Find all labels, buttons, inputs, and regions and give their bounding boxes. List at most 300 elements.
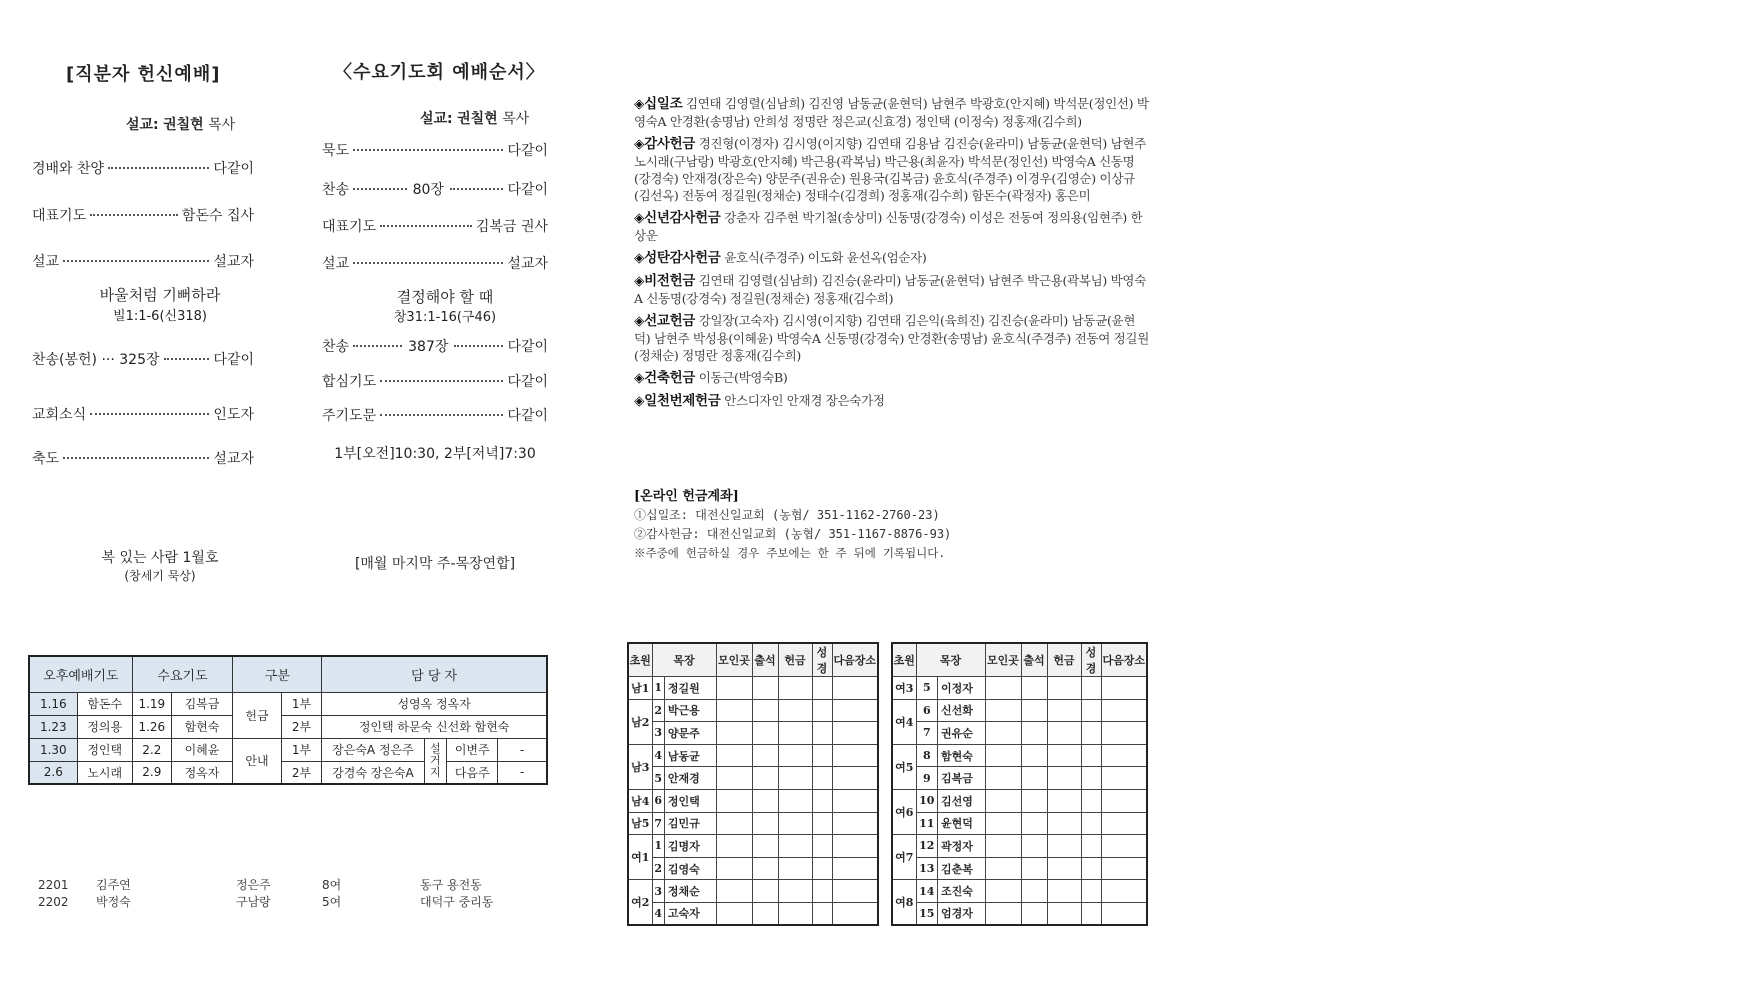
header-cell: 모인곳: [985, 643, 1021, 677]
member-list-cell: 5여: [322, 895, 342, 909]
empty-entry-cell[interactable]: [832, 789, 878, 812]
group-cell: 여7: [892, 835, 916, 880]
left-sermon-title: 바울처럼 기뻐하라: [99, 286, 221, 304]
leader-dots: [63, 260, 209, 262]
empty-entry-cell[interactable]: [1047, 699, 1081, 722]
empty-entry-cell[interactable]: [778, 699, 812, 722]
order-item-label: 찬송: [322, 339, 350, 355]
empty-entry-cell[interactable]: [778, 789, 812, 812]
header-cell: 출석: [752, 643, 778, 677]
empty-entry-cell[interactable]: [716, 789, 752, 812]
date-cell: 2.2: [132, 738, 171, 761]
blessed-title: 복 있는 사람 1월호: [101, 550, 219, 566]
group-cell: 남1: [628, 677, 652, 700]
order-item: [32, 404, 254, 424]
member-list-cell: 김주연: [96, 878, 131, 892]
account-tithe: ①십일조: 대전신일교회 (농협/ 351-1162-2760-23): [634, 508, 940, 522]
leader-cell: 권유순: [938, 722, 985, 745]
attendance-row: [628, 902, 878, 925]
order-item-person: 다같이: [213, 352, 254, 368]
attendance-header-row: [628, 643, 878, 677]
empty-entry-cell[interactable]: [832, 767, 878, 790]
dishwashing-name: 다음주: [447, 761, 498, 784]
table-row: [29, 761, 547, 784]
empty-entry-cell[interactable]: [752, 880, 778, 903]
empty-entry-cell[interactable]: [752, 902, 778, 925]
empty-entry-cell[interactable]: [752, 767, 778, 790]
member-list-cell: 동구 용전동: [420, 878, 482, 892]
empty-entry-cell[interactable]: [1047, 744, 1081, 767]
offering-type: ◈십일조: [634, 96, 683, 112]
order-item-person: 설교자: [213, 451, 254, 467]
empty-entry-cell[interactable]: [1101, 722, 1147, 745]
order-item-person: 다같이: [213, 161, 254, 177]
header-cell: 성경: [1081, 643, 1101, 677]
order-item-person: 설교자: [213, 254, 254, 270]
group-cell: 남4: [628, 789, 652, 812]
member-list-cell: 대덕구 중리동: [420, 895, 494, 909]
offering-entry: [634, 392, 1149, 410]
empty-entry-cell[interactable]: [1021, 699, 1047, 722]
empty-entry-cell[interactable]: [1047, 767, 1081, 790]
empty-entry-cell[interactable]: [1047, 677, 1081, 700]
empty-entry-cell[interactable]: [1101, 789, 1147, 812]
empty-entry-cell[interactable]: [832, 677, 878, 700]
empty-entry-cell[interactable]: [832, 857, 878, 880]
member-list-cell: 2201: [38, 878, 69, 892]
header-cell: 다음장소: [832, 643, 878, 677]
duty-cell: 강경숙 장은숙A: [322, 761, 424, 784]
empty-entry-cell[interactable]: [832, 699, 878, 722]
order-item: [32, 251, 254, 271]
leader-cell: 신선화: [938, 699, 985, 722]
middle-sermon-ref: 창31:1-16(구46): [393, 310, 497, 325]
empty-entry-cell[interactable]: [778, 744, 812, 767]
order-item: [322, 179, 548, 199]
empty-entry-cell[interactable]: [1101, 677, 1147, 700]
empty-entry-cell[interactable]: [1047, 835, 1081, 858]
attendance-row: [628, 835, 878, 858]
attendance-row: [892, 857, 1147, 880]
empty-entry-cell[interactable]: [778, 812, 812, 835]
empty-entry-cell[interactable]: [1047, 722, 1081, 745]
offering-entry: [634, 249, 1149, 267]
number-cell: 1: [652, 835, 664, 858]
order-item-label: 대표기도: [322, 219, 377, 235]
empty-entry-cell[interactable]: [812, 812, 832, 835]
empty-entry-cell[interactable]: [1101, 857, 1147, 880]
empty-entry-cell[interactable]: [1081, 677, 1101, 700]
part-cell: 2부: [281, 761, 321, 784]
empty-entry-cell[interactable]: [1081, 699, 1101, 722]
empty-entry-cell[interactable]: [1081, 744, 1101, 767]
order-item-label: 주기도문: [322, 408, 377, 424]
leader-cell: 남동균: [664, 744, 716, 767]
header-wednesday-prayer: 수요기도: [132, 656, 232, 692]
offering-type: ◈감사헌금: [634, 136, 696, 152]
duty-cell: 장은숙A 정은주: [322, 738, 424, 761]
empty-entry-cell[interactable]: [778, 767, 812, 790]
empty-entry-cell[interactable]: [1081, 857, 1101, 880]
empty-entry-cell[interactable]: [1021, 722, 1047, 745]
account-thanks: ②감사헌금: 대전신일교회 (농협/ 351-1167-8876-93): [634, 527, 952, 541]
attendance-row: [628, 677, 878, 700]
empty-entry-cell[interactable]: [778, 677, 812, 700]
number-cell: 12: [916, 835, 938, 858]
empty-entry-cell[interactable]: [1101, 835, 1147, 858]
empty-entry-cell[interactable]: [752, 677, 778, 700]
offering-type: ◈선교헌금: [634, 313, 696, 329]
group-cell: 여5: [892, 744, 916, 789]
dishwashing-value: -: [498, 738, 547, 761]
member-list-cell: 구남랑: [236, 895, 271, 909]
attendance-row: [892, 677, 1147, 700]
leader-dots: [454, 345, 503, 347]
empty-entry-cell[interactable]: [985, 767, 1021, 790]
empty-entry-cell[interactable]: [812, 677, 832, 700]
number-cell: 3: [652, 880, 664, 903]
order-item-label: 설교: [32, 254, 60, 270]
member-list-cell: 정은주: [236, 878, 271, 892]
empty-entry-cell[interactable]: [778, 857, 812, 880]
name-cell: 정옥자: [171, 761, 232, 784]
empty-entry-cell[interactable]: [1101, 744, 1147, 767]
empty-entry-cell[interactable]: [812, 835, 832, 858]
empty-entry-cell[interactable]: [1021, 767, 1047, 790]
empty-entry-cell[interactable]: [985, 789, 1021, 812]
duty-cell: 정인택 하문숙 신선화 함현숙: [322, 715, 547, 738]
empty-entry-cell[interactable]: [985, 835, 1021, 858]
empty-entry-cell[interactable]: [1081, 902, 1101, 925]
attendance-row: [892, 767, 1147, 790]
order-item: [322, 336, 548, 356]
leader-cell: 김춘복: [938, 857, 985, 880]
date-cell: 1.19: [132, 692, 171, 715]
empty-entry-cell[interactable]: [1081, 880, 1101, 903]
leader-cell: 김복금: [938, 767, 985, 790]
attendance-row: [628, 767, 878, 790]
empty-entry-cell[interactable]: [1021, 812, 1047, 835]
empty-entry-cell[interactable]: [716, 699, 752, 722]
middle-preacher: [420, 108, 529, 128]
leader-dots: [90, 214, 178, 216]
order-item-hymn: 80장: [412, 182, 444, 198]
number-cell: 15: [916, 902, 938, 925]
leader-dots: [380, 380, 503, 382]
empty-entry-cell[interactable]: [778, 722, 812, 745]
part-cell: 2부: [281, 715, 321, 738]
empty-entry-cell[interactable]: [778, 835, 812, 858]
empty-entry-cell[interactable]: [752, 789, 778, 812]
offering-entry: [634, 369, 1149, 387]
leader-cell: 김영숙: [664, 857, 716, 880]
date-cell: 2.6: [29, 761, 77, 784]
empty-entry-cell[interactable]: [812, 699, 832, 722]
attendance-row: [628, 857, 878, 880]
leader-dots: [353, 149, 503, 151]
header-cell: 목장: [916, 643, 985, 677]
empty-entry-cell[interactable]: [752, 857, 778, 880]
group-cell: 남3: [628, 744, 652, 789]
leader-cell: 김민규: [664, 812, 716, 835]
empty-entry-cell[interactable]: [716, 902, 752, 925]
order-item-label: 대표기도: [32, 208, 87, 224]
empty-entry-cell[interactable]: [985, 722, 1021, 745]
offering-entry: [634, 272, 1149, 307]
part-cell: 1부: [281, 692, 321, 715]
attendance-table-right: [891, 642, 1148, 926]
empty-entry-cell[interactable]: [812, 857, 832, 880]
empty-entry-cell[interactable]: [812, 744, 832, 767]
attendance-row: [892, 722, 1147, 745]
table-row: [29, 738, 547, 761]
account-note: ※주중에 헌금하실 경우 주보에는 한 주 뒤에 기록됩니다.: [634, 546, 946, 560]
offering-names: 강춘자 김주현 박기철(송상미) 신동명(강경숙) 이성은 전동여 정의용(임현주) 한상운: [634, 210, 1143, 243]
date-cell: 1.30: [29, 738, 77, 761]
date-cell: 2.9: [132, 761, 171, 784]
empty-entry-cell[interactable]: [1081, 789, 1101, 812]
group-cell: 여8: [892, 880, 916, 925]
leader-cell: 정채순: [664, 880, 716, 903]
number-cell: 4: [652, 744, 664, 767]
order-item-label: 묵도: [322, 143, 350, 159]
account-title: [온라인 헌금계좌]: [634, 489, 739, 504]
table-row: [29, 715, 547, 738]
member-list-cell: 박정숙: [96, 895, 131, 909]
group-offering: 헌금: [233, 692, 282, 738]
empty-entry-cell[interactable]: [1021, 744, 1047, 767]
name-cell: 함돈수: [77, 692, 132, 715]
leader-cell: 김명자: [664, 835, 716, 858]
offering-type: ◈건축헌금: [634, 370, 696, 386]
attendance-row: [892, 880, 1147, 903]
offering-entry: [634, 95, 1149, 130]
attendance-row: [628, 722, 878, 745]
empty-entry-cell[interactable]: [778, 902, 812, 925]
order-item-person: 인도자: [213, 407, 254, 423]
attendance-row: [892, 744, 1147, 767]
header-cell: 초원: [628, 643, 652, 677]
dishwashing-label: 설거지: [424, 738, 447, 784]
empty-entry-cell[interactable]: [1081, 812, 1101, 835]
header-cell: 초원: [892, 643, 916, 677]
offering-type: ◈성탄감사헌금: [634, 250, 721, 266]
attendance-row: [892, 789, 1147, 812]
leader-cell: 함현숙: [938, 744, 985, 767]
empty-entry-cell[interactable]: [752, 835, 778, 858]
empty-entry-cell[interactable]: [832, 880, 878, 903]
service-times: 1부[오전]10:30, 2부[저녁]7:30: [334, 446, 536, 462]
offering-type: ◈신년감사헌금: [634, 210, 721, 226]
name-cell: 함현숙: [171, 715, 232, 738]
dishwashing-name: 이변주: [447, 738, 498, 761]
empty-entry-cell[interactable]: [716, 767, 752, 790]
middle-title: 〈수요기도회 예배순서〉: [334, 62, 545, 83]
order-item-person: 김복금 권사: [475, 219, 548, 235]
header-category: 구분: [233, 656, 322, 692]
empty-entry-cell[interactable]: [1101, 812, 1147, 835]
empty-entry-cell[interactable]: [716, 835, 752, 858]
empty-entry-cell[interactable]: [1081, 835, 1101, 858]
name-cell: 이혜윤: [171, 738, 232, 761]
empty-entry-cell[interactable]: [752, 722, 778, 745]
empty-entry-cell[interactable]: [716, 722, 752, 745]
order-item: [322, 371, 548, 391]
left-sermon-ref: 빌1:1-6(신318): [113, 309, 207, 324]
number-cell: 13: [916, 857, 938, 880]
empty-entry-cell[interactable]: [1021, 835, 1047, 858]
empty-entry-cell[interactable]: [1047, 880, 1081, 903]
empty-entry-cell[interactable]: [716, 857, 752, 880]
leader-dots: [63, 457, 209, 459]
order-item-label: 설교: [322, 256, 350, 272]
group-cell: 여6: [892, 789, 916, 834]
preacher-name: 권칠현: [163, 117, 204, 133]
order-item-person: 설교자: [507, 256, 548, 272]
empty-entry-cell[interactable]: [752, 812, 778, 835]
empty-entry-cell[interactable]: [1101, 767, 1147, 790]
empty-entry-cell[interactable]: [1101, 880, 1147, 903]
attendance-row: [892, 902, 1147, 925]
monthly-note: [매월 마지막 주-목장연합]: [354, 556, 516, 572]
preacher-title: 목사: [502, 111, 530, 127]
empty-entry-cell[interactable]: [812, 902, 832, 925]
empty-entry-cell[interactable]: [1021, 857, 1047, 880]
attendance-row: [892, 835, 1147, 858]
number-cell: 3: [652, 722, 664, 745]
blessed-sub: (창세기 묵상): [124, 569, 196, 583]
member-list-cell: 2202: [38, 895, 69, 909]
attendance-row: [628, 812, 878, 835]
empty-entry-cell[interactable]: [832, 902, 878, 925]
number-cell: 9: [916, 767, 938, 790]
header-cell: 모인곳: [716, 643, 752, 677]
empty-entry-cell[interactable]: [1021, 880, 1047, 903]
attendance-row: [892, 699, 1147, 722]
group-cell: 여4: [892, 699, 916, 744]
group-usher: 안내: [233, 738, 282, 784]
number-cell: 5: [652, 767, 664, 790]
group-cell: 여2: [628, 880, 652, 925]
number-cell: 14: [916, 880, 938, 903]
attendance-row: [628, 789, 878, 812]
attendance-row: [892, 812, 1147, 835]
empty-entry-cell[interactable]: [832, 835, 878, 858]
empty-entry-cell[interactable]: [812, 722, 832, 745]
number-cell: 6: [652, 789, 664, 812]
empty-entry-cell[interactable]: [985, 812, 1021, 835]
empty-entry-cell[interactable]: [1047, 857, 1081, 880]
leader-cell: 엄경자: [938, 902, 985, 925]
leader-cell: 고숙자: [664, 902, 716, 925]
order-item-label: 축도: [32, 451, 60, 467]
empty-entry-cell[interactable]: [716, 812, 752, 835]
empty-entry-cell[interactable]: [832, 722, 878, 745]
empty-entry-cell[interactable]: [812, 880, 832, 903]
leader-cell: 곽정자: [938, 835, 985, 858]
attendance-row: [628, 880, 878, 903]
empty-entry-cell[interactable]: [812, 789, 832, 812]
empty-entry-cell[interactable]: [1101, 902, 1147, 925]
offering-names: 이동근(박영숙B): [698, 370, 788, 385]
empty-entry-cell[interactable]: [1047, 789, 1081, 812]
left-preacher: [126, 114, 235, 134]
empty-entry-cell[interactable]: [832, 744, 878, 767]
empty-entry-cell[interactable]: [985, 699, 1021, 722]
empty-entry-cell[interactable]: [812, 767, 832, 790]
date-cell: 1.26: [132, 715, 171, 738]
empty-entry-cell[interactable]: [716, 677, 752, 700]
empty-entry-cell[interactable]: [778, 880, 812, 903]
order-item: [32, 349, 254, 369]
empty-entry-cell[interactable]: [716, 880, 752, 903]
offering-entry: [634, 209, 1149, 244]
group-cell: 남2: [628, 699, 652, 744]
order-item: [322, 216, 548, 236]
leader-dots: [353, 188, 407, 190]
empty-entry-cell[interactable]: [985, 677, 1021, 700]
number-cell: 5: [916, 677, 938, 700]
order-item-hymn: 387장: [408, 339, 449, 355]
group-cell: 여3: [892, 677, 916, 700]
leader-dots: [380, 414, 503, 416]
part-cell: 1부: [281, 738, 321, 761]
leader-dots: [380, 225, 472, 227]
leader-cell: 박근용: [664, 699, 716, 722]
order-item-label: 교회소식: [32, 407, 87, 423]
header-cell: 다음장소: [1101, 643, 1147, 677]
empty-entry-cell[interactable]: [752, 699, 778, 722]
group-cell: 여1: [628, 835, 652, 880]
offering-names: 경진형(이경자) 김시영(이지향) 김연태 김용남 김진승(윤라미) 남동균(윤현덕) 남현주 노시래(구남랑) 박광호(안지혜) 박근용(곽복님) 박근용(최윤자) 박석문(정인선) 박영숙A 신동명(강경숙) 안재경(장은숙) 양문주(권유순) 원용국(김복금) 윤호식(주경주) 이경우(김영순) 이상규(김선옥) 전동여 정길원(정채순) 정태수(김경희) 정홍재(김수희) 함돈수(곽정자) 홍은미: [634, 136, 1146, 203]
order-item-person: 다같이: [507, 182, 549, 198]
empty-entry-cell[interactable]: [1101, 699, 1147, 722]
number-cell: 4: [652, 902, 664, 925]
offering-entry: [634, 312, 1149, 364]
empty-entry-cell[interactable]: [985, 880, 1021, 903]
date-cell: 1.16: [29, 692, 77, 715]
empty-entry-cell[interactable]: [1047, 902, 1081, 925]
number-cell: 1: [652, 677, 664, 700]
order-item-label: 합심기도: [322, 374, 377, 390]
preacher-title: 목사: [208, 117, 236, 133]
attendance-table-left: [627, 642, 879, 926]
empty-entry-cell[interactable]: [1021, 789, 1047, 812]
empty-entry-cell[interactable]: [832, 812, 878, 835]
member-list-cell: 8여: [322, 878, 342, 892]
order-item-label: 경배와 찬양: [32, 161, 105, 177]
empty-entry-cell[interactable]: [1047, 812, 1081, 835]
order-item-label: 찬송: [322, 182, 350, 198]
empty-entry-cell[interactable]: [1081, 767, 1101, 790]
preacher-label: 설교:: [420, 111, 453, 127]
empty-entry-cell[interactable]: [1021, 902, 1047, 925]
empty-entry-cell[interactable]: [716, 744, 752, 767]
leader-cell: 이정자: [938, 677, 985, 700]
name-cell: 노시래: [77, 761, 132, 784]
empty-entry-cell[interactable]: [985, 857, 1021, 880]
offering-list: [634, 95, 1149, 415]
empty-entry-cell[interactable]: [1081, 722, 1101, 745]
empty-entry-cell[interactable]: [985, 902, 1021, 925]
attendance-row: [628, 699, 878, 722]
attendance-row: [628, 744, 878, 767]
order-item-person: 함돈수 집사: [181, 208, 254, 224]
empty-entry-cell[interactable]: [752, 744, 778, 767]
header-cell: 성경: [812, 643, 832, 677]
empty-entry-cell[interactable]: [985, 744, 1021, 767]
empty-entry-cell[interactable]: [1021, 677, 1047, 700]
